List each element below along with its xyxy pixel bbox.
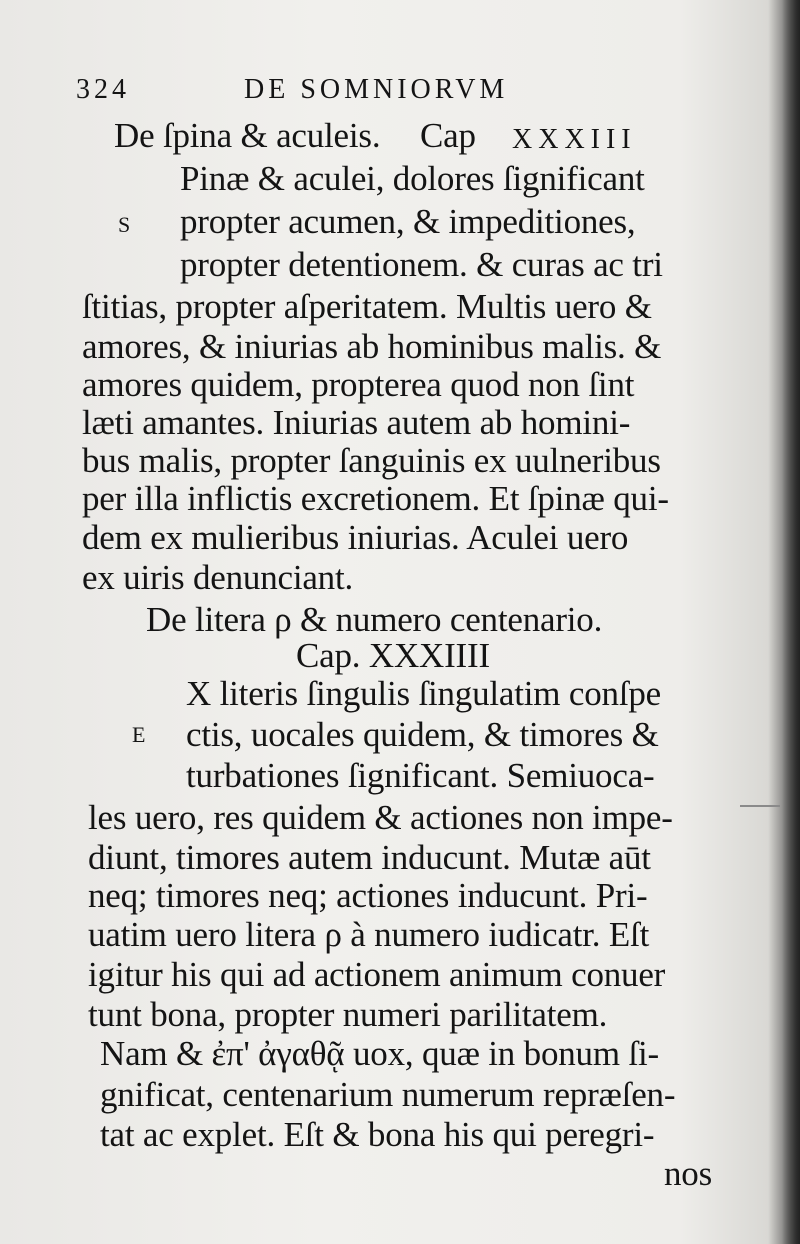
text-line: uatim uero litera ρ à numero iudicatr. Eſt	[88, 915, 650, 954]
text-line: amores quidem, propterea quod non ſint	[82, 365, 635, 404]
chapter-cap-label: Cap	[420, 116, 476, 155]
chapter-title: De litera ρ & numero centenario.	[146, 600, 603, 639]
text-line: Nam & ἐπ' ἀγαθᾷ uox, quæ in bonum ſi-	[100, 1034, 659, 1073]
text-line: amores, & iniurias ab hominibus malis. &	[82, 327, 662, 366]
margin-letter: S	[118, 212, 132, 237]
text-line: igitur his qui ad actionem animum conuer	[88, 955, 666, 994]
text-line: tunt bona, propter numeri parilitatem.	[88, 995, 608, 1034]
text-line: X literis ſingulis ſingulatim conſpe	[186, 674, 661, 713]
text-line: per illa inflictis excretionem. Et ſpinæ qui-	[82, 479, 669, 518]
chapter-title: De ſpina & aculeis.	[114, 116, 381, 155]
text-line: propter detentionem. & curas ac tri	[180, 245, 663, 284]
text-line: propter acumen, & impeditiones,	[180, 202, 636, 241]
book-spine-shadow	[782, 0, 800, 1244]
text-line: tat ac explet. Eſt & bona his qui peregri-	[100, 1115, 655, 1154]
text-line: bus malis, propter ſanguinis ex uulneribus	[82, 441, 661, 480]
text-line: ſtitias, propter aſperitatem. Multis uero &	[82, 287, 652, 326]
running-title: DE SOMNIORVM	[244, 74, 509, 105]
text-line: diunt, timores autem inducunt. Mutæ aūt	[88, 838, 651, 877]
text-line: ctis, uocales quidem, & timores &	[186, 715, 659, 754]
page-number: 324	[76, 74, 130, 105]
text-line: ex uiris denunciant.	[82, 558, 354, 597]
catchword: nos	[664, 1154, 713, 1193]
chapter-number: XXXIII	[512, 124, 637, 155]
margin-mark	[740, 805, 780, 807]
margin-letter: E	[132, 722, 147, 747]
text-line: les uero, res quidem & actiones non impe-	[88, 798, 673, 837]
text-line: Pinæ & aculei, dolores ſignificant	[180, 159, 645, 198]
text-line: læti amantes. Iniurias autem ab homini-	[82, 403, 631, 442]
text-line: neq; timores neq; actiones inducunt. Pri-	[88, 876, 648, 915]
text-line: dem ex mulieribus iniurias. Aculei uero	[82, 518, 629, 557]
text-line: gnificat, centenarium numerum repræſen-	[100, 1075, 676, 1114]
chapter-number: Cap. XXXIIII	[296, 636, 490, 675]
text-line: turbationes ſignificant. Semiuoca-	[186, 756, 655, 795]
